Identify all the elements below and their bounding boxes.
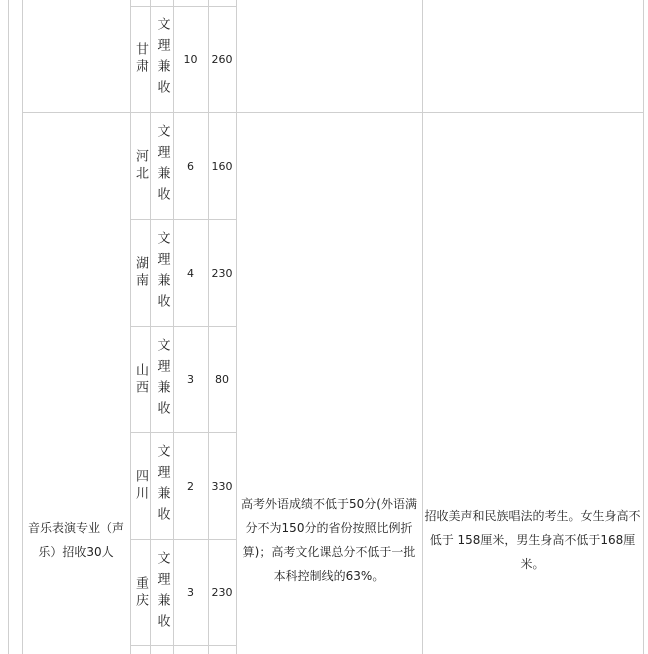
grid-line	[236, 0, 237, 654]
score-cell: 260	[211, 52, 233, 66]
province-cell: 湖南	[133, 256, 148, 290]
major-cell: 音乐表演专业（声乐）招收30人	[27, 521, 124, 559]
quota-cell: 6	[187, 159, 194, 173]
score-cell: 80	[215, 373, 229, 386]
admission-type-cell: 文理兼收	[154, 124, 170, 208]
score-cell: 230	[211, 266, 233, 280]
province-cell: 重庆	[133, 575, 148, 610]
admission-type-cell: 文理兼收	[154, 337, 170, 422]
province-cell: 河北	[133, 149, 148, 183]
grid-line	[8, 0, 9, 654]
grid-line	[22, 112, 643, 113]
grid-line	[22, 0, 23, 654]
admission-type-cell: 文理兼收	[154, 17, 170, 101]
quota-cell: 3	[187, 373, 194, 386]
admission-type-cell: 文理兼收	[154, 444, 170, 528]
admission-type-cell: 文理兼收	[154, 550, 170, 635]
province-cell: 甘肃	[133, 42, 148, 76]
requirement-cell: 高考外语成绩不低于50分(外语满分不为150分的省份按照比例折算)；高考文化课总分不低于一批本科控制线的63%。	[241, 497, 417, 583]
score-cell: 330	[211, 479, 233, 493]
grid-line	[130, 645, 236, 646]
quota-cell: 2	[187, 479, 194, 493]
grid-line	[422, 0, 423, 654]
score-cell: 160	[211, 159, 233, 173]
note-cell: 招收美声和民族唱法的考生。女生身高不低于 158厘米，男生身高不低于168厘米。	[424, 509, 641, 571]
admission-type-cell: 文理兼收	[154, 231, 170, 315]
quota-cell: 4	[187, 266, 194, 280]
score-cell: 230	[211, 586, 233, 599]
grid-line	[643, 0, 644, 654]
quota-cell: 3	[187, 586, 194, 599]
province-cell: 四川	[133, 469, 148, 503]
province-cell: 山西	[133, 362, 148, 397]
quota-cell: 10	[183, 52, 198, 66]
